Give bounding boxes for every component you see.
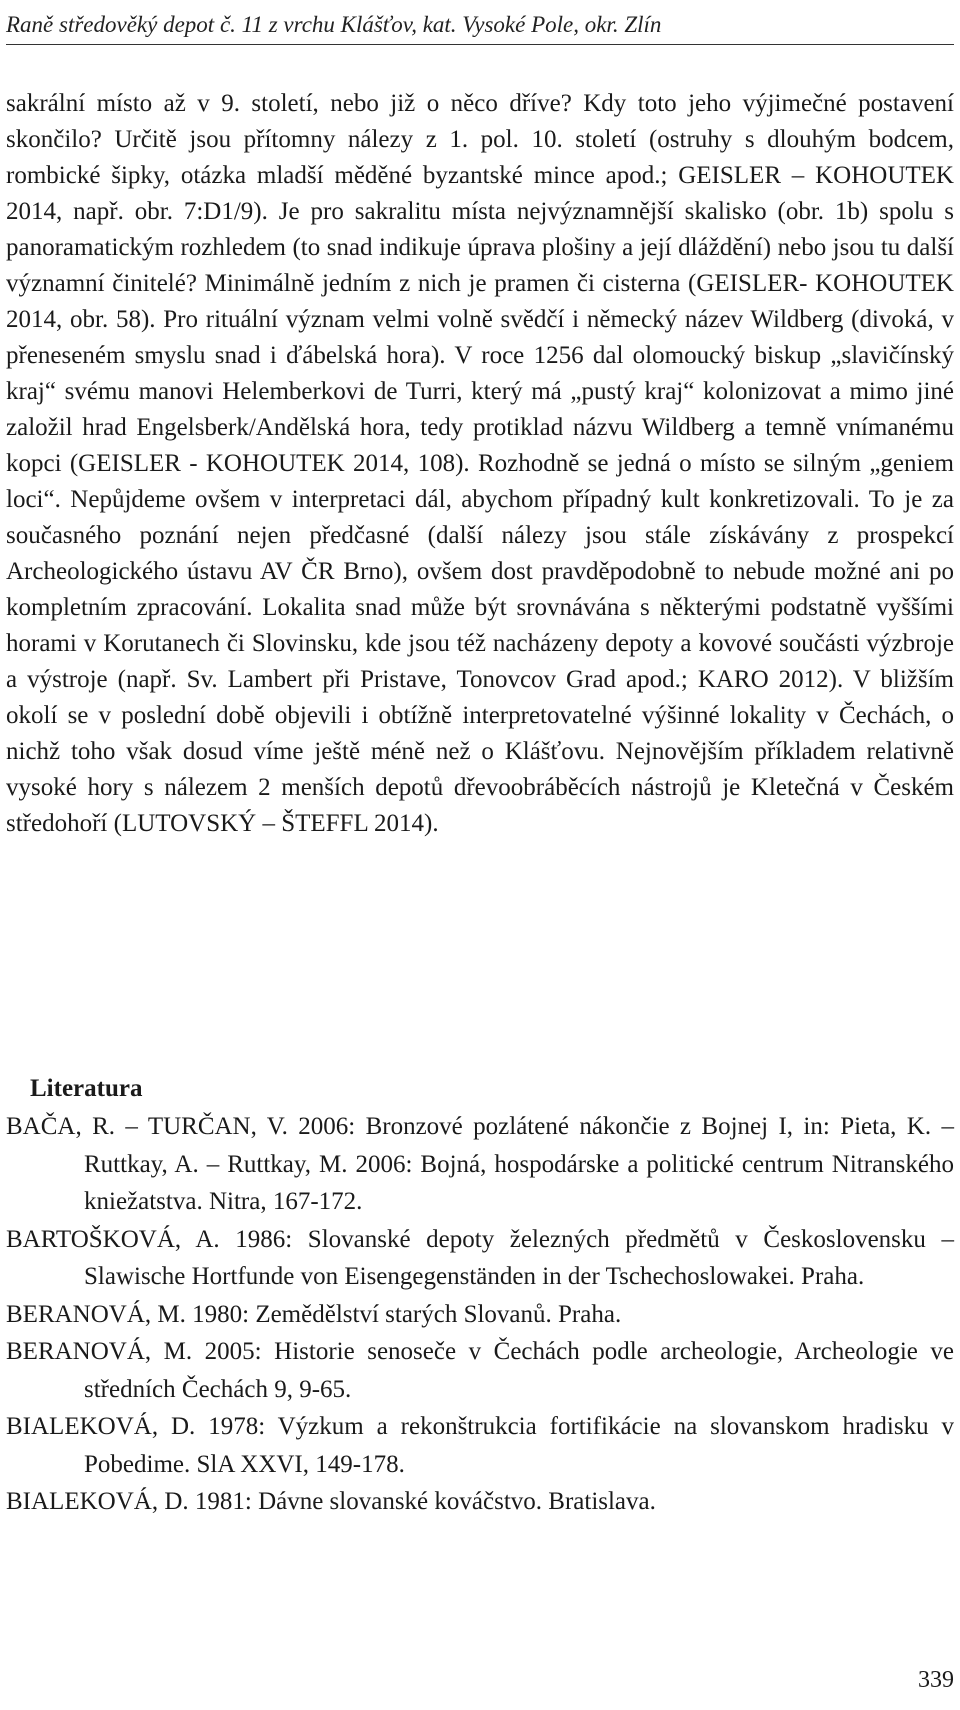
reference-list — [6, 1108, 954, 1521]
reference-item: BERANOVÁ, M. 2005: Historie senoseče v Čechách podle archeologie, Archeologie ve středních Čechách 9, 9-65. — [6, 1338, 954, 1403]
reference-item: BAČA, R. – TURČAN, V. 2006: Bronzové pozlátené nákončie z Bojnej I, in: Pieta, K. – Ruttkay, A. – Ruttkay, M. 2006: Bojná, hospodárske a politické centrum Nitranského kniežatstva. Nitra, 167-172. — [6, 1113, 954, 1215]
reference-item: BIALEKOVÁ, D. 1981: Dávne slovanské kováčstvo. Bratislava. — [6, 1488, 656, 1515]
body-paragraph: sakrální místo až v 9. století, nebo již o něco dříve? Kdy toto jeho výjimečné postavení skončilo? Určitě jsou přítomny nálezy z 1. pol. 10. století (ostruhy s dlouhým bodcem, rombické šipky, otázka mladší měděné byzantské mince apod.; GEISLER – KOHOUTEK 2014, např. obr. 7:D1/9). Je pro sakralitu místa nejvýznamnější skalisko (obr. 1b) spolu s panoramatickým rozhledem (to snad indikuje úprava plošiny a její dláždění) nebo jsou tu další významní činitelé? Minimálně jedním z nich je pramen či cisterna (GEISLER- KOHOUTEK 2014, obr. 58). Pro rituální význam velmi volně svědčí i německý název Wildberg (divoká, v přeneseném smyslu snad i ďábelská hora). V roce 1256 dal olomoucký biskup „slavičínský kraj“ svému manovi Helemberkovi de Turri, který má „pustý kraj“ kolonizovat a mimo jiné založil hrad Engelsberk/Andělská hora, tedy protiklad názvu Wildberg a temně vnímanému kopci (GEISLER - KOHOUTEK 2014, 108). Rozhodně se jedná o místo se silným „geniem loci“. Nepůjdeme ovšem v interpretaci dál, abychom případný kult konkretizovali. To je za současného poznání nejen předčasné (další nálezy jsou stále získávány z prospekcí Archeologického ústavu AV ČR Brno), ovšem dost pravděpodobně to nebude možné ani po kompletním zpracování. Lokalita snad může být srovnávána s některými podstatně vyššími horami v Korutanech či Slovinsku, kde jsou též nacházeny depoty a kovové součásti výzbroje a výstroje (např. Sv. Lambert při Pristave, Tonovcov Grad apod.; KARO 2012). V bližším okolí se v poslední době objevili i obtížně interpretovatelné výšinné lokality v Čechách, o nichž toho však dosud víme ještě méně než o Klášťovu. Nejnovějším příkladem relativně vysoké hory s nálezem 2 menších depotů dřevoobráběcích nástrojů je Kletečná v Českém středohoří (LUTOVSKÝ – ŠTEFFL 2014). — [6, 90, 954, 837]
header-rule — [6, 44, 954, 45]
reference-item: BERANOVÁ, M. 1980: Zemědělství starých Slovanů. Praha. — [6, 1300, 622, 1328]
page-number: 339 — [918, 1667, 954, 1693]
reference-item: BARTOŠKOVÁ, A. 1986: Slovanské depoty železných předmětů v Československu – Slawische Hortfunde von Eisengegenständen in der Tschechoslowakei. Praha. — [6, 1225, 954, 1290]
literature-heading: Literatura — [30, 1075, 143, 1102]
reference-item: BIALEKOVÁ, D. 1978: Výzkum a rekonštrukcia fortifikácie na slovanskom hradisku v Pobedime. SlA XXVI, 149-178. — [6, 1413, 954, 1478]
running-header: Raně středověký depot č. 11 z vrchu Klášťov, kat. Vysoké Pole, okr. Zlín — [6, 12, 662, 37]
